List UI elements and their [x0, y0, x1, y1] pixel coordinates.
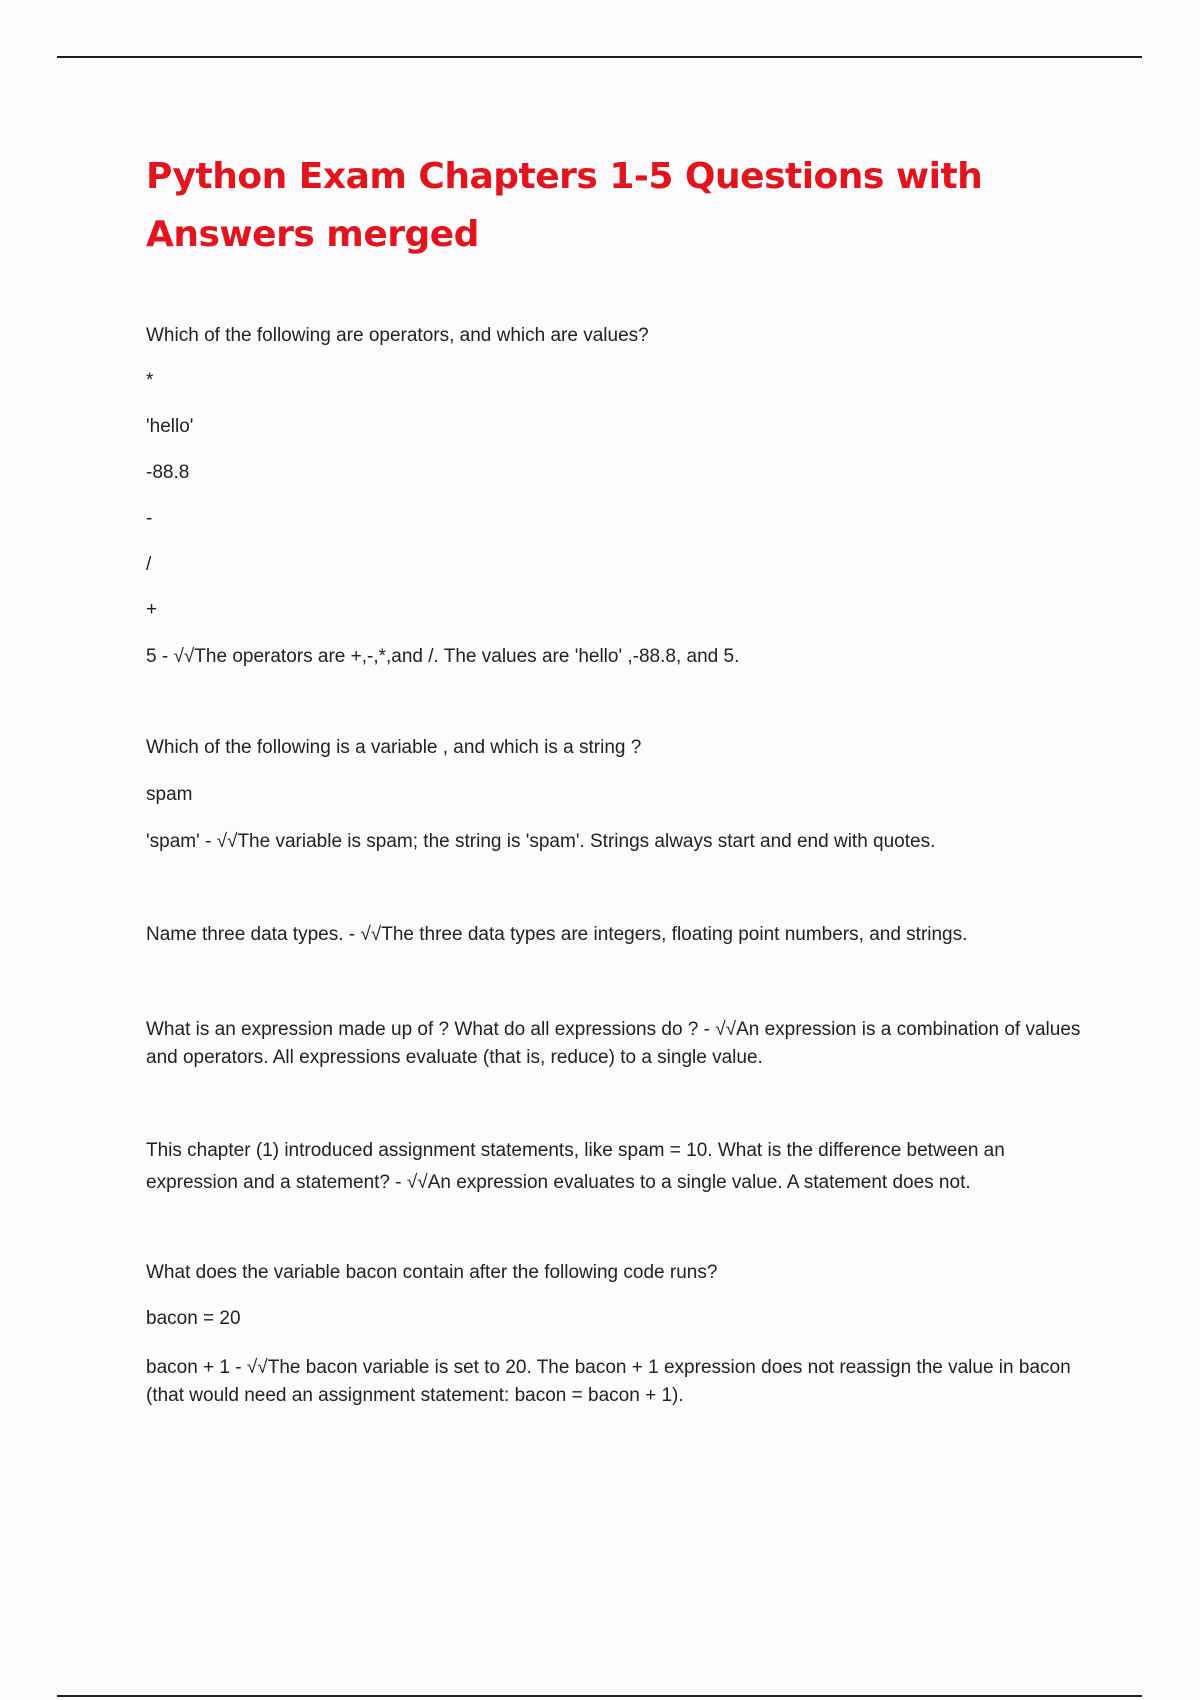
- header-rule: [57, 56, 1142, 58]
- q2-answer: 'spam' - √√The variable is spam; the string is 'spam'. Strings always start and end with quotes.: [146, 831, 936, 852]
- q2-item-spam: spam: [146, 784, 193, 805]
- q6-question: What does the variable bacon contain after the following code runs?: [146, 1262, 718, 1283]
- q3-text: Name three data types. - √√The three data types are integers, floating point numbers, and strings.: [146, 924, 968, 945]
- q1-item-number: -88.8: [146, 462, 190, 483]
- q1-item-plus: +: [146, 599, 158, 620]
- q1-item-divide: /: [146, 554, 152, 575]
- q1-item-multiply: *: [146, 370, 154, 391]
- q4-text: What is an expression made up of ? What do all expressions do ? - √√An expression is a combination of values and operators. All expressions evaluate (that is, reduce) to a single value.: [146, 1019, 1081, 1068]
- q6-code: bacon = 20: [146, 1308, 241, 1329]
- q2-question: Which of the following is a variable , and which is a string ?: [146, 737, 642, 758]
- q1-item-minus: -: [146, 508, 153, 529]
- q1-question: Which of the following are operators, and which are values?: [146, 325, 649, 346]
- q6-answer: bacon + 1 - √√The bacon variable is set to 20. The bacon + 1 expression does not reassign the value in bacon (that would need an assignment statement: bacon = bacon + 1).: [146, 1357, 1071, 1406]
- footer-rule: [57, 1695, 1142, 1697]
- document-title: Python Exam Chapters 1-5 Questions with Answers merged: [146, 156, 983, 255]
- q1-answer: 5 - √√The operators are +,-,*,and /. The values are 'hello' ,-88.8, and 5.: [146, 646, 740, 667]
- q5-text: This chapter (1) introduced assignment statements, like spam = 10. What is the difference between an expression and a statement? - √√An expression evaluates to a single value. A statement does not.: [146, 1140, 1005, 1193]
- q1-item-hello: 'hello': [146, 416, 194, 437]
